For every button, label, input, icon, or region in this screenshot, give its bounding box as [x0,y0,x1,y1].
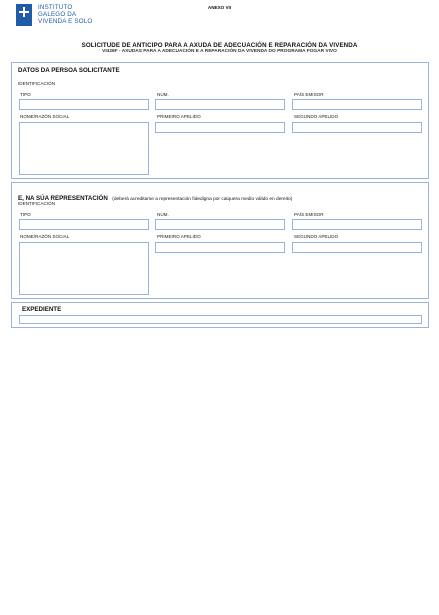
nome-label: NOME/RAZÓN SOCIAL [20,114,70,119]
primeiro-apelido-label: PRIMEIRO APELIDO [157,234,201,239]
segundo-apelido-label: SEGUNDO APELIDO [294,234,339,239]
pais-emisor-label: PAÍS EMISOR [294,212,324,217]
segundo-apelido-label: SEGUNDO APELIDO [294,114,339,119]
representative-nome-field[interactable] [19,242,149,295]
logo-line: INSTITUTO [38,4,73,11]
applicant-nome-field[interactable] [19,122,149,175]
representative-section-header [18,187,292,205]
applicant-apelido1-field[interactable] [155,122,285,133]
identification-label: IDENTIFICACIÓN [18,81,56,86]
nome-label: NOME/RAZÓN SOCIAL [20,234,70,239]
representative-apelido2-field[interactable] [292,242,422,253]
applicant-apelido2-field[interactable] [292,122,422,133]
primeiro-apelido-label: PRIMEIRO APELIDO [157,114,201,119]
applicant-section [11,62,429,179]
logo-line: VIVENDA E SOLO [38,18,93,25]
identification-label: IDENTIFICACIÓN [18,201,56,206]
representative-section-title: E, NA SÚA REPRESENTACIÓN [18,195,108,202]
tipo-label: TIPO [20,212,31,217]
representative-pais-field[interactable] [292,219,422,230]
applicant-tipo-field[interactable] [19,99,149,110]
representative-num-field[interactable] [155,219,285,230]
tipo-label: TIPO [20,92,31,97]
applicant-section-title: DATOS DA PERSOA SOLICITANTE [18,67,120,74]
applicant-num-field[interactable] [155,99,285,110]
representative-tipo-field[interactable] [19,219,149,230]
pais-emisor-label: PAÍS EMISOR [294,92,324,97]
expediente-section [11,302,429,328]
annex-label: ANEXO VII [207,5,232,10]
expediente-title: EXPEDIENTE [22,306,62,313]
form-subtitle: VI426F - AXUDAS PARA A ADECUACIÓN E A REPARACIÓN DA VIVENDA DO PROGRAMA FOGAR VIVO [102,49,337,54]
representative-apelido1-field[interactable] [155,242,285,253]
num-label: NÚM. [157,92,169,97]
num-label: NÚM. [157,212,169,217]
representative-note: (deberá acreditarse a representación fidedigna por calquera medio válido en dereito) [112,197,293,202]
logo-line: GALEGO DA [38,11,77,18]
applicant-pais-field[interactable] [292,99,422,110]
expediente-field[interactable] [19,315,422,324]
form-title: SOLICITUDE DE ANTICIPO PARA A AXUDA DE ADECUACIÓN E REPARACIÓN DA VIVENDA [81,42,358,49]
representative-section [11,182,429,299]
